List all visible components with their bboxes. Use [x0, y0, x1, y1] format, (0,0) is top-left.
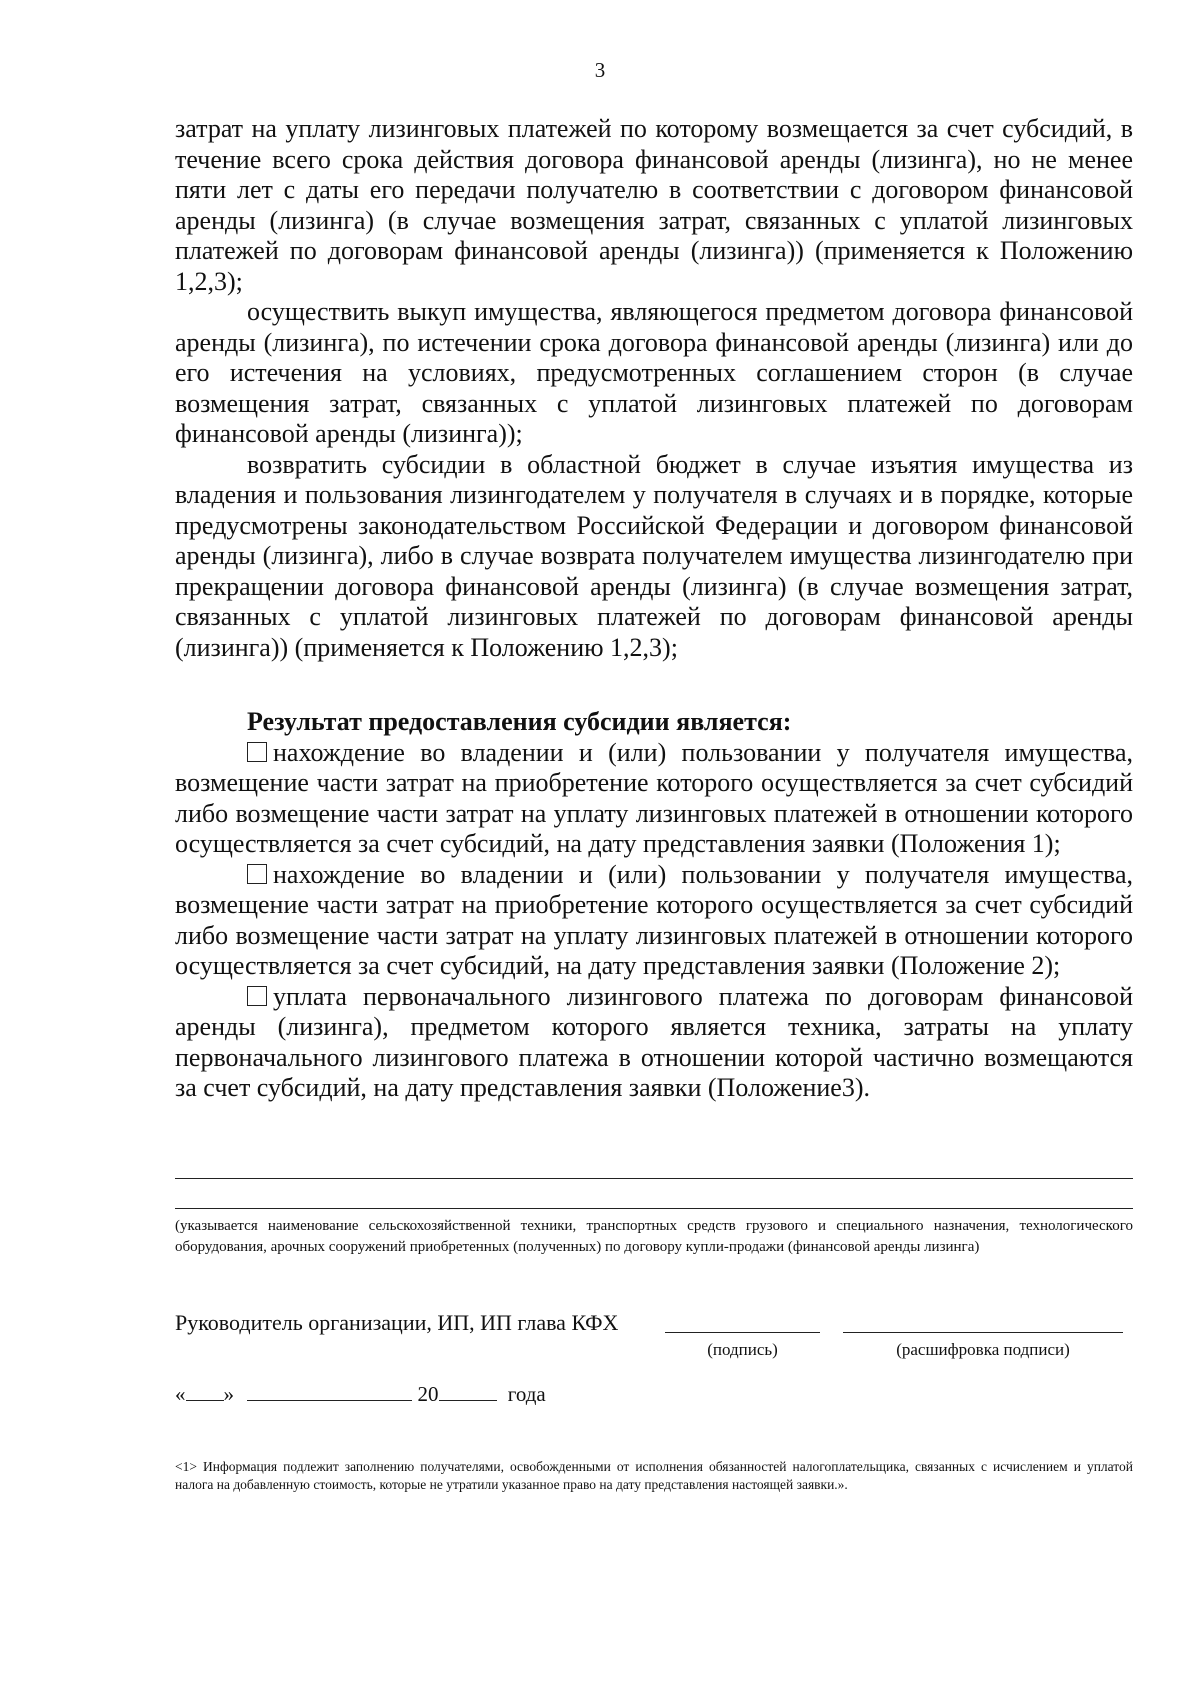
equipment-fill-line-1[interactable] — [175, 1178, 1133, 1179]
result-option-3-checkbox[interactable] — [247, 986, 267, 1006]
result-option-3 — [175, 982, 1133, 1104]
date-year-field[interactable] — [439, 1382, 497, 1401]
date-row — [175, 1382, 546, 1407]
signature-decode-caption: (расшифровка подписи) — [896, 1340, 1070, 1359]
footnote: <1> Информация подлежит заполнению получателями, освобожденными от исполнения обязанностей налогоплательщика, связанных с исчислением и уплатой налога на добавленную стоимость, которые не утратили указанное право на дату представления настоящей заявки.». — [175, 1459, 1133, 1492]
page-number: 3 — [594, 58, 606, 82]
result-heading: Результат предоставления субсидии является: — [247, 707, 792, 736]
date-open-quote: « — [175, 1382, 186, 1406]
signature-caption: (подпись) — [707, 1340, 778, 1359]
body-text — [175, 114, 1133, 1104]
signature-line[interactable] — [665, 1332, 820, 1333]
date-day-field[interactable] — [186, 1382, 224, 1401]
paragraph-return-subsidy: возвратить субсидии в областной бюджет в случае изъятия имущества из владения и пользования лизингодателем у получателя в случаях и в порядке, которые предусмотрены законодательством Российской Федерации и договором финансовой аренды (лизинга), либо в случае возврата получателем имущества лизингодателю при прекращении договора финансовой аренды (лизинга) (в случае возмещения затрат, связанных с уплатой лизинговых платежей по договорам финансовой аренды (лизинга)) (применяется к Положению 1,2,3); — [175, 449, 1133, 662]
result-option-1 — [175, 738, 1133, 860]
signatory-label: Руководитель организации, ИП, ИП глава КФХ — [175, 1310, 619, 1335]
result-option-2-text: нахождение во владении и (или) пользовании у получателя имущества, возмещение части затрат на приобретение которого осуществляется за счет субсидий либо возмещение части затрат на уплату лизинговых платежей в отношении которого осуществляется за счет субсидий, на дату представления заявки (Положение 2); — [175, 859, 1133, 980]
result-option-3-text: уплата первоначального лизингового платежа по договорам финансовой аренды (лизинга), предметом которого является техника, затраты на уплату первоначального лизингового платежа в отношении которой частично возмещаются за счет субсидий, на дату представления заявки (Положение3). — [175, 981, 1133, 1102]
result-option-1-text: нахождение во владении и (или) пользовании у получателя имущества, возмещение части затрат на приобретение которого осуществляется за счет субсидий либо возмещение части затрат на уплату лизинговых платежей в отношении которого осуществляется за счет субсидий, на дату представления заявки (Положения 1); — [175, 737, 1133, 858]
date-year-prefix: 20 — [417, 1382, 439, 1406]
signature-decode-line[interactable] — [843, 1332, 1123, 1333]
result-option-1-checkbox[interactable] — [247, 742, 267, 762]
date-month-field[interactable] — [247, 1382, 412, 1401]
date-year-suffix: года — [507, 1382, 546, 1406]
result-option-2-checkbox[interactable] — [247, 864, 267, 884]
result-option-2 — [175, 860, 1133, 982]
paragraph-lease-term: затрат на уплату лизинговых платежей по которому возмещается за счет субсидий, в течение всего срока действия договора финансовой аренды (лизинга), но не менее пяти лет с даты его передачи получателю в соответствии с договором финансовой аренды (лизинга) (в случае возмещения затрат, связанных с уплатой лизинговых платежей по договорам финансовой аренды (лизинга)) (применяется к Положению 1,2,3); — [175, 114, 1133, 296]
equipment-fill-line-2[interactable] — [175, 1208, 1133, 1209]
date-close-quote: » — [223, 1382, 234, 1406]
paragraph-buyout: осуществить выкуп имущества, являющегося предметом договора финансовой аренды (лизинга), по истечении срока договора финансовой аренды (лизинга) или до его истечения на условиях, предусмотренных соглашением сторон (в случае возмещения затрат, связанных с уплатой лизинговых платежей по договорам финансовой аренды (лизинга)); — [175, 297, 1133, 448]
equipment-note: (указывается наименование сельскохозяйственной техники, транспортных средств грузового и специального назначения, технологического оборудования, арочных сооружений приобретенных (полученных) по договору купли-продажи (финансовой аренды лизинга) — [175, 1218, 1133, 1255]
